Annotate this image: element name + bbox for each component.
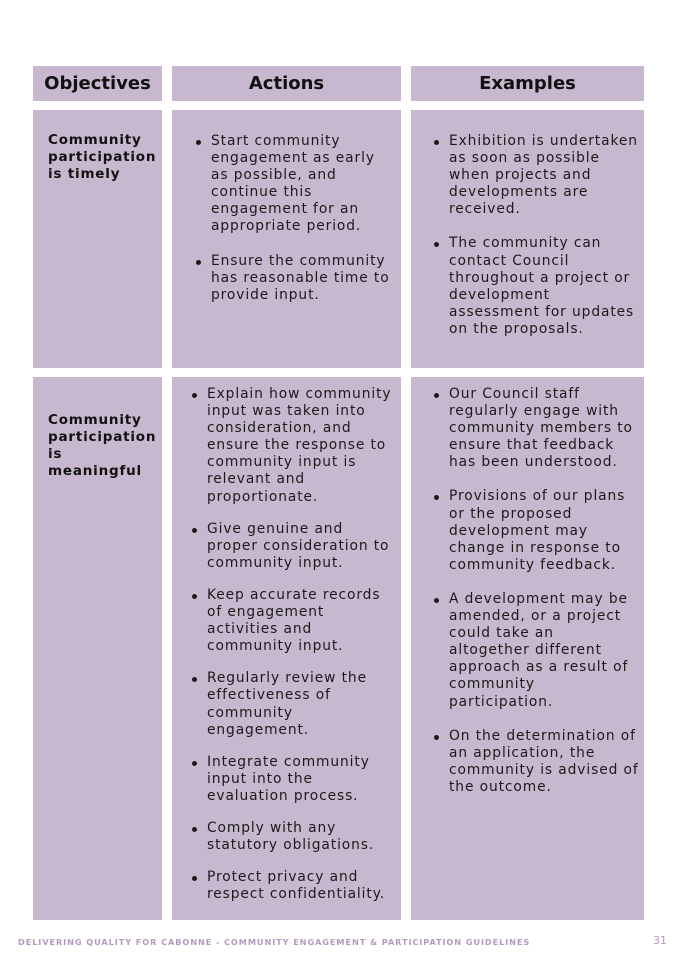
list-item: Start community engagement as early as possible, and continue this engagement for an appropriate period. xyxy=(211,133,393,236)
list-item: Integrate community input into the evaluation process. xyxy=(207,754,393,805)
actions-timely xyxy=(172,110,401,368)
objective-meaningful-text: Community participation is meaningful xyxy=(48,412,157,479)
examples-meaningful-list xyxy=(449,386,639,796)
list-item: Explain how community input was taken into consideration, and ensure the response to community input is relevant and proportionate. xyxy=(207,386,392,505)
actions-timely-list xyxy=(211,133,393,304)
objective-timely xyxy=(33,110,162,368)
page-number: 31 xyxy=(653,934,667,947)
list-item: Protect privacy and respect confidentiality. xyxy=(207,869,393,903)
list-item: Comply with any statutory obligations. xyxy=(207,820,393,854)
examples-meaningful xyxy=(411,377,644,920)
footer-text: DELIVERING QUALITY FOR CABONNE - COMMUNITY ENGAGEMENT & PARTICIPATION GUIDELINES xyxy=(18,937,531,947)
list-item: Ensure the community has reasonable time to provide input. xyxy=(211,253,393,304)
list-item: Provisions of our plans or the proposed development may change in response to community feedback. xyxy=(449,488,639,573)
objective-meaningful xyxy=(33,377,162,920)
examples-timely xyxy=(411,110,644,368)
objective-timely-text: Community participation is timely xyxy=(48,132,157,182)
header-examples: Examples xyxy=(411,66,644,101)
list-item: On the determination of an application, the community is advised of the outcome. xyxy=(449,727,639,795)
list-item: Give genuine and proper consideration to community input. xyxy=(207,521,393,572)
list-item: Our Council staff regularly engage with community members to ensure that feedback has been understood. xyxy=(449,386,639,471)
list-item: Exhibition is undertaken as soon as possible when projects and developments are received. xyxy=(449,133,638,218)
header-objectives: Objectives xyxy=(33,66,162,101)
list-item: A development may be amended, or a project could take an altogether different approach as a result of community participation. xyxy=(449,591,639,711)
examples-timely-list xyxy=(449,133,639,338)
actions-meaningful xyxy=(172,377,401,920)
list-item: Regularly review the effectiveness of community engagement. xyxy=(207,670,393,738)
list-item: The community can contact Council throughout a project or development assessment for updates on the proposals. xyxy=(449,235,639,338)
header-actions: Actions xyxy=(172,66,401,101)
list-item: Keep accurate records of engagement activities and community input. xyxy=(207,587,393,655)
actions-meaningful-list xyxy=(207,386,393,903)
